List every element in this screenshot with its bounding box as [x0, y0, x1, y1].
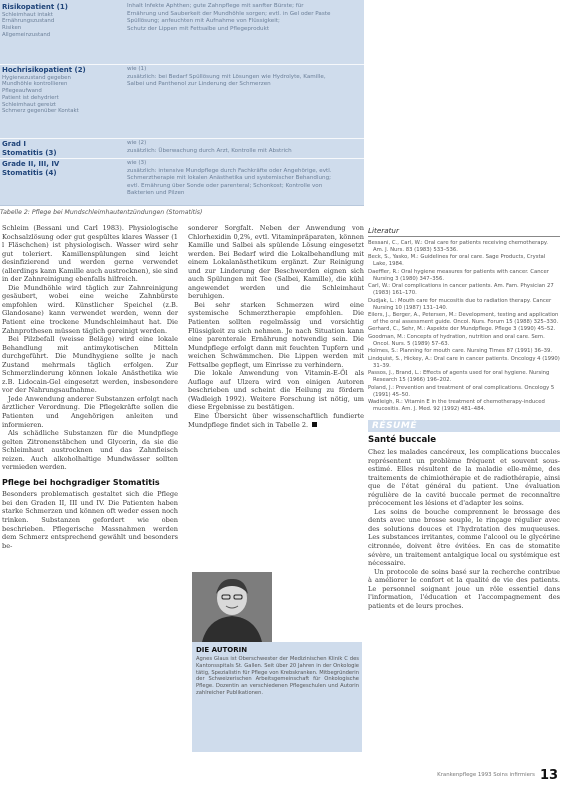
table-row-title: Stomatitis (4) — [2, 168, 57, 177]
table-row-measures — [127, 160, 362, 198]
table-row-label — [2, 3, 122, 39]
paragraph: Eine Übersicht über wissenschaftlich fundierte Mundpflege findet sich in Tabelle 2. — [188, 412, 364, 429]
table-row-title: Risikopatient (1) — [2, 3, 68, 11]
author-bio: Agnes Glaus ist Oberschwester der Medizinischen Klinik C des Kantonsspitals St. Gallen. Seit über 20 Jahren in der Onkologie tätig, Spezialistin für Pflege von Krebskranken. Mitbegründerin der Schweizerischen Arbeitsgemeinschaft für Onkologische Pflege. Dozentin an verschiedenen Pflegeschulen und Autorin zahlreicher Publikationen. — [196, 656, 359, 696]
table-measure-line: Spüllösung; anfeuchten mit Aufnahme von Flüssigkeit; — [127, 18, 280, 25]
literature-item: Lindquist, S., Hickey, A.: Oral care in cancer patients. Oncology 4 (1990) 31–39. — [368, 355, 560, 369]
literature-item: Goodman, M.: Concepts of hydration, nutrition and oral care. Sem. Oncol. Nurs. 5 (1989) 57–63. — [368, 333, 545, 347]
literature-item: Wadleigh, R.: Vitamin E in the treatment of chemotherapy-induced mucositis. Am. J. Med. 92 (1992) 481–484. — [368, 399, 545, 412]
table-row-criterion: Schmerz gegenüber Kontakt — [2, 108, 79, 115]
table-measure-line: wie (2) — [127, 140, 147, 146]
paragraph: Die lokale Anwendung von Vitamin-E-Öl als Auflage auf Ulzera wird von einigen Autoren beschrieben und scheint die Heilung zu fördern (Wadleigh 1992). Weitere Forschung ist nötig, um diese Ergebnisse zu bestätigen. — [188, 369, 364, 412]
table-row-title: Hochrisikopatient (2) — [2, 66, 86, 74]
literature-item: Daeffler, R.: Oral hygiene measures for patients with cancer. Cancer Nursing 3 (1980) 347–356. — [368, 268, 549, 282]
literature-list — [368, 240, 560, 413]
table-row-measures — [127, 66, 362, 89]
table-measure-line: Schmerztherapie mit lokalen Anästhetika und systemischer Behandlung; — [127, 175, 332, 182]
table-row-title: Stomatitis (3) — [2, 148, 57, 157]
table-row-criterion: Patient ist dehydriert — [2, 94, 59, 101]
literature-item: Bessani, C., Carl, W.: Oral care for patients receiving chemotherapy. Am. J. Nurs. 83 (1983) 533–536. — [368, 240, 548, 253]
author-photo — [192, 572, 272, 642]
paragraph: Besonders problematisch gestaltet sich die Pflege bei den Graden II, III und IV. Die Patienten haben starke Schmerzen und können oft weder essen noch trinken. Substanzen gefordert wie oben beschrieben. Pflegerische Massnahmen werden dem Schmerz entsprechend gewählt und besonders be- — [2, 490, 178, 550]
literature-heading: Literatur — [368, 226, 399, 235]
table-row-divider — [0, 138, 364, 139]
resume-label: RÉSUMÉ — [372, 421, 417, 431]
table-row-title: Grade II, III, IV — [2, 160, 60, 168]
table-caption: Tabelle 2: Pflege bei Mundschleimhautentzündungen (Stomatitis) — [0, 209, 203, 216]
table-row-criterion: Hygienezustand gegeben — [2, 74, 71, 81]
literature-item: Carl, W.: Oral complications in cancer patients. Am. Fam. Physician 27 (1983) 161–170. — [368, 283, 554, 297]
table-measure-line: Inhalt Infekte Aphthen; gute Zahnpflege mit sanfter Bürste; für — [127, 3, 304, 9]
paragraph: Jede Anwendung anderer Substanzen erfolgt nach ärztlicher Verordnung. Die Pflegekräfte sollen die Patienten und Angehörigen anleiten und informieren. — [2, 394, 178, 429]
table-row-label — [2, 140, 122, 157]
paragraph: Chez les malades cancéreux, les complications buccales représentent un problème fréquent et souvent sous-estimé. Elles résultent de la maladie elle-même, des traitements de chimiothérapie et de radiothérapie, ainsi que de l'état général du patient. Une évaluation régulière de la cavité buccale permet de reconnaître précocement les lésions et d'adapter les soins. — [368, 448, 560, 508]
table-row-criterion: Schleimhaut intakt — [2, 11, 53, 18]
paragraph: Bei sehr starken Schmerzen wird eine systemische Schmerztherapie empfohlen. Die Patienten sollten regelmässig und vorsichtig Flüssigkeit zu sich nehmen. Je nach Situation kann eine parenterale Ernährung notwendig sein. Die Mundpflege erfolgt dann mit feuchten Tupfern und weichen Schwämmchen. Die Lippen werden mit Fettsalbe gepflegt, um Einrisse zu verhindern. — [188, 300, 364, 369]
paragraph: Als schädliche Substanzen für die Mundpflege gelten Zitronenstäbchen und Glycerin, da sie die Schleimhaut austrocknen und das Zahnfleisch reizen. Auch alkoholhaltige Mundwässer sollten vermieden werden. — [2, 429, 178, 472]
article-end-mark — [312, 422, 317, 427]
table-measure-line: Bakterien und Pilzen — [127, 190, 185, 197]
table-measure-line: zusätzlich: Überwachung durch Arzt, Kontrolle mit Abstrich — [127, 147, 292, 154]
literature-item: Holmes, S.: Planning for mouth care. Nursing Times 87 (1991) 36–39. — [368, 348, 553, 355]
journal-name: Krankenpflege 1993 Soins infirmiers — [437, 772, 535, 778]
resume-title: Santé buccale — [368, 435, 437, 445]
table-measure-line: Salbei und Panthenol zur Linderung der Schmerzen — [127, 81, 271, 88]
page-number: 13 — [540, 768, 559, 783]
literature-item: Gerhard, C., Sehr, M.: Aspekte der Mundpflege. Pflege 3 (1990) 45–52. — [368, 326, 556, 333]
table-row-criterion: Ernährungszustand — [2, 18, 55, 25]
table-row-measures — [127, 140, 362, 155]
care-table — [0, 0, 364, 206]
literature-item: Beck, S., Yasko, M.: Guidelines for oral care. Sage Products, Crystal Lake, 1984. — [368, 254, 546, 268]
author-portrait-icon — [192, 572, 272, 642]
paragraph: Die Mundhöhle wird täglich zur Zahnreinigung gesäubert, wobei eine weiche Zahnbürste empfohlen wird. Künstlicher Speichel (z.B. Glandosane) kann verwendet werden, wenn der Patient eine trockene Mundschleimhaut hat. Die Zahnprothesen müssen täglich gereinigt werden. — [2, 283, 178, 335]
table-measure-line: wie (3) — [127, 160, 147, 166]
literature-divider — [368, 236, 560, 237]
article-column-2 — [188, 224, 364, 429]
article-column-1 — [2, 224, 178, 550]
table-measure-line: wie (1) — [127, 66, 147, 72]
literature-item: Eilers, J., Berger, A., Petersen, M.: Development, testing and application of the oral assessment guide. Oncol. Nurs. Forum 15 (1988) 325–330. — [368, 312, 559, 325]
table-measure-line: zusätzlich: bei Bedarf Spüllösung mit Lösungen wie Hydrolyte, Kamille, — [127, 73, 326, 80]
paragraph: Schleim (Bessani und Carl 1983). Physiologische Kochsalzlösung oder gut gespültes klares Wasser (1 l Fläschchen) ist physiologisch. Wasser wird sehr gut toleriert. Kamillenspülungen sind leicht desinfizierend und werden gerne verwendet (allerdings kann Kamille auch austrocknen), sie sind in der Zahnreinigung ebenfalls hilfreich. — [2, 224, 178, 284]
table-measure-line: evtl. Ernährung über Sonde oder parenteral; Schonkost; Kontrolle von — [127, 182, 323, 189]
table-row-criterion: Allgemeinzustand — [2, 31, 51, 38]
literature-item: Poland, J.: Prevention and treatment of oral complications. Oncology 5 (1991) 45–50. — [368, 384, 555, 398]
table-measure-line: zusätzlich: intensive Mundpflege durch Fachkräfte oder Angehörige, evtl. — [127, 167, 332, 174]
paragraph: sonderer Sorgfalt. Neben der Anwendung von Chlorhexidin 0,2%, evtl. Vitaminpräparaten, können Kamille und Salbei als spülende Lösung eingesetzt werden. Bei Bedarf wird die Lokalbehandlung mit einem Lokalanästhetikum ergänzt. Zur Reinigung und zur Linderung der Beschwerden eignen sich auch Spülungen mit Tee (Salbei, Kamille), die kühl angewendet werden und die Schleimhaut beruhigen. — [188, 224, 364, 301]
table-row-title: Grad I — [2, 140, 26, 148]
resume-text — [368, 448, 560, 610]
paragraph: Les soins de bouche comprennent le brossage des dents avec une brosse souple, le rinçage régulier avec des solutions douces et l'hydratation des muqueuses. Les substances irritantes, comme l'alcool ou le glycérine citronnée, doivent être évitées. En cas de stomatite sévère, un traitement antalgique local ou systémique est nécessaire. — [368, 507, 560, 568]
table-row-divider — [0, 158, 364, 159]
table-row-label — [2, 160, 122, 177]
literature-item: Passos, J., Brand, L.: Effects of agents used for oral hygiene. Nursing Research 15 (1966) 196–202. — [368, 370, 550, 384]
table-row-criterion: Mundhöhle kontrollieren — [2, 81, 68, 88]
literature-item: Dudjak, L.: Mouth care for mucositis due to radiation therapy. Cancer Nursing 10 (1987) 131–140. — [368, 297, 552, 311]
table-row-criterion: Pflegeaufwand — [2, 88, 42, 95]
table-row-criterion: Risiken — [2, 25, 22, 32]
author-heading: DIE AUTORIN — [196, 646, 248, 654]
table-row-criterion: Schleimhaut gereizt — [2, 101, 56, 108]
table-row-label — [2, 66, 122, 115]
table-row-divider — [0, 64, 364, 65]
table-row-measures — [127, 3, 362, 33]
paragraph: Bei Pilzbefall (weisse Beläge) wird eine lokale Behandlung mit antimykotischen Mitteln durchgeführt. Die Mundhygiene sollte je nach Zustand mehrmals täglich erfolgen. Zur Schmerzlinderung können lokale Anästhetika wie z.B. Lidocain-Gel eingesetzt werden, insbesondere vor der Nahrungsaufnahme. — [2, 335, 178, 395]
table-measure-line: Ernährung und Sauberkeit der Mundhöhle sorgen; evtl. in Gel oder Paste — [127, 10, 331, 17]
section-subheading: Pflege bei hochgradiger Stomatitis — [2, 477, 160, 487]
paragraph: Un protocole de soins basé sur la recherche contribue à améliorer le confort et la qualité de vie des patients. Le personnel soignant joue un rôle essentiel dans l'information, l'éducation et l'accompagnement des patients et de leurs proches. — [368, 567, 560, 610]
table-measure-line: Schutz der Lippen mit Fettsalbe und Pflegeprodukt — [127, 25, 270, 32]
